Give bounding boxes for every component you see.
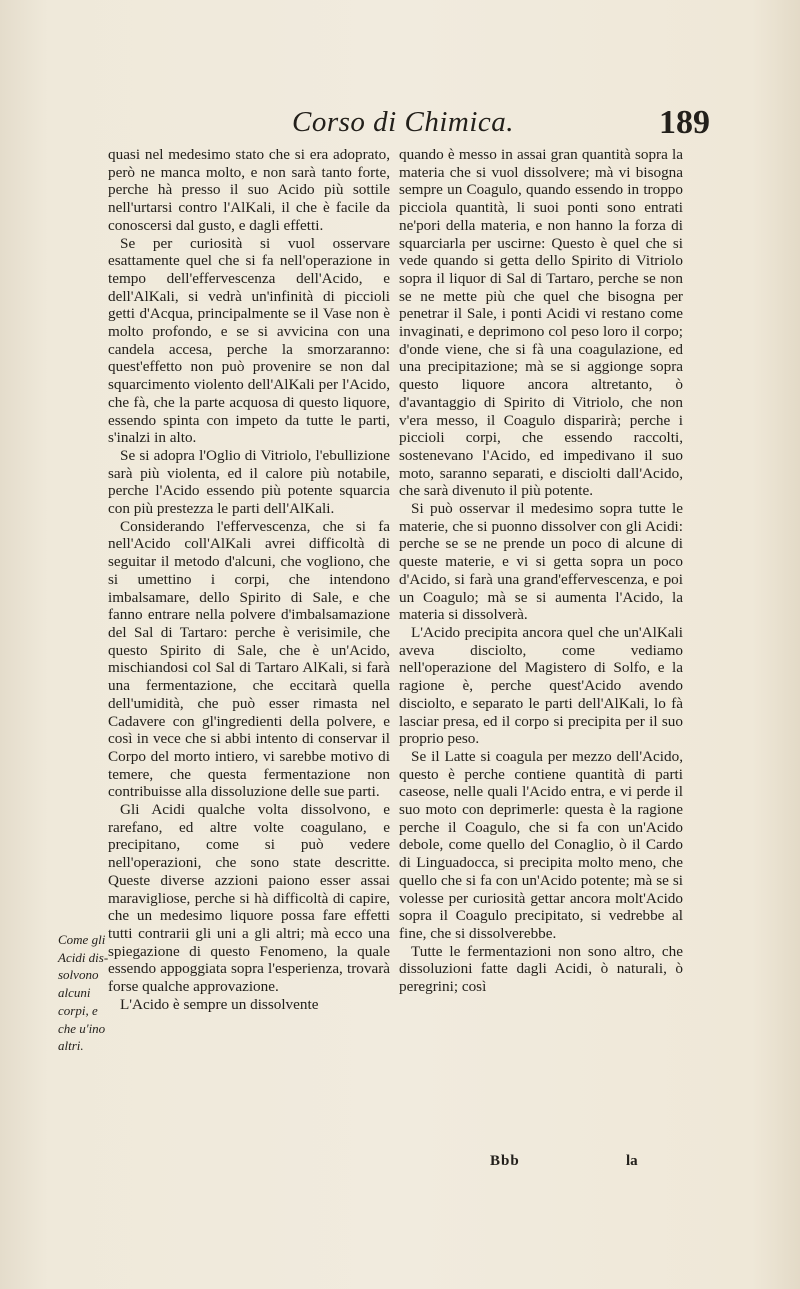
margin-note-line: altri. (58, 1038, 84, 1054)
paragraph: quando è messo in assai gran quantità sopra la materia che si vuol dissolvere; mà vi bisogna sempre un Coagulo, quando essendo in troppo picciola quantità, li suoi ponti sono entrati ne'pori della materia, e non hanno la forza di squarciarla per uscirne: Questo è quel che si vede quando si getta dello Spirito di Vitriolo sopra il liquor di Sal di Tartaro, perche se non se ne mette più che quel che bisogna per penetrar il Sale, i ponti Acidi vi restano come invaginati, e deprimono col peso loro il corpo; d'onde viene, che si fà una coagulazione, ed una precipitazione; mà se si aggionge sopra questo liquore ancora altretanto, ò d'avantaggio di Spirito di Vitriolo, che non v'era messo, il Coagulo disparirà; perche i piccioli corpi, che essendo raccolti, sostenevano l'Acido, ed impedivano il suo moto, saranno separati, e disciolti dall'Acido, che sarà divenuto il più potente. (399, 146, 683, 500)
paragraph: quasi nel medesimo stato che si era adoprato, però ne manca molto, e non sarà tanto forte, perche hà presso il suo Acido più sottile nell'urtarsi contro l'AlKali, il che è facile da conoscersi dal gusto, e dagli effetti. (108, 146, 390, 234)
running-title: Corso di Chimica. (292, 106, 514, 138)
paragraph: Se per curiosità si vuol osservare esattamente quel che si fa nell'operazione in tempo dell'effervescenza dell'Acido, e dell'AlKali, si vedrà un'infinità di piccioli getti d'Acqua, principalmente se il Vase non è molto profondo, e se si avvicina con una candela accesa, perche la smorzaranno: quest'effetto non può provenire se non dal squarcimento violento dell'AlKali per l'Acido, che fà, che la parte acquosa di questo liquore, essendo spinta con impeto da tutte le parti, s'inalzi in alto. (108, 234, 390, 447)
left-column (108, 146, 390, 1013)
margin-note (58, 931, 110, 1055)
paragraph: Tutte le fermentazioni non sono altro, che dissoluzioni fatte dagli Acidi, ò naturali, ò peregrini; così (399, 942, 683, 996)
paragraph: Considerando l'effervescenza, che si fa nell'Acido coll'AlKali avrei difficoltà di seguitar il metodo d'alcuni, che vogliono, che si umettino i corpi, che intendono imbalsamare, dello Spirito di Sale, e che fanno entrare nella polvere d'imbalsamazione del Sal di Tartaro: perche è verisimile, che questo Spirito di Sale, che è un'Acido, mischiandosi col Sal di Tartaro AlKali, si farà una fermentazione, che eccitarà quella dell'umidità, che può esser rimasta nel Cadavere con gl'ingredienti della polvere, e così in vece che si abbi intento di conservar il Corpo del morto intiero, vi sarebbe motivo di temere, che questa fermentazione non contribuisse alla dissoluzione delle sue parti. (108, 517, 390, 801)
paragraph: L'Acido precipita ancora quel che un'AlKali aveva disciolto, come vediamo nell'operazione del Magistero di Solfo, e la ragione è, perche quest'Acido avendo disciolto, e separato le parti dell'AlKali, lo fà lasciar presa, ed il corpo si precipita per il suo proprio peso. (399, 623, 683, 748)
page-number: 189 (659, 104, 710, 141)
catchword: la (626, 1153, 638, 1169)
margin-note-line: corpi, e (58, 1002, 98, 1018)
paragraph: Se il Latte si coagula per mezzo dell'Acido, questo è perche contiene quantità di parti caseose, nelle quali l'Acido entra, e vi perde il suo moto con deprimerle: questa è la ragione perche il Coagulo, che si fa con un'Acido debole, come quello del Conaglio, ò il Cardo di Linguadocca, si precipita molto meno, che quello che si fa con un'Acido potente; mà se si volesse per curiosità gettar ancora molt'Acido sopra il Coagulo precipitato, si vedrebbe al fine, che si dissolverebbe. (399, 747, 683, 942)
margin-note-line: solvono (58, 967, 99, 983)
paragraph: L'Acido è sempre un dissolvente (120, 995, 319, 1013)
margin-note-line: che u'ino (58, 1020, 106, 1036)
right-column (399, 146, 683, 996)
margin-note-line: Come gli (58, 932, 106, 947)
margin-note-line: alcuni (58, 985, 91, 1001)
paragraph: Se si adopra l'Oglio di Vitriolo, l'ebullizione sarà più violenta, ed il calore più notabile, perche l'Acido essendo più potente squarcia con più prestezza le parti dell'AlKali. (108, 446, 390, 518)
page-header (0, 106, 800, 146)
paragraph: Gli Acidi qualche volta dissolvono, e rarefano, ed altre volte coagulano, e precipitano, come si può vedere nell'operazioni, che sono state descritte. Queste diverse azzioni paiono esser assai maravigliose, perche si hà difficoltà di capire, che un medesimo liquore possa fare effetti tutti contrarii gli uni a gli altri; mà ecco una spiegazione di questo Fenomeno, la quale essendo appoggiata sopra l'esperienza, trovarà forse qualche approvazione. (108, 801, 390, 996)
margin-note-line: Acidi dis- (58, 949, 109, 965)
signature-mark: Bbb (490, 1153, 520, 1169)
paragraph: Si può osservar il medesimo sopra tutte le materie, che si puonno dissolver con gli Acidi: perche se se ne prende un poco di alcune di queste materie, e vi si getta sopra un poco d'Acido, si farà una grand'effervescenza, e poi un Coagulo; mà se si aumenta l'Acido, la materia si dissolverà. (399, 500, 683, 624)
